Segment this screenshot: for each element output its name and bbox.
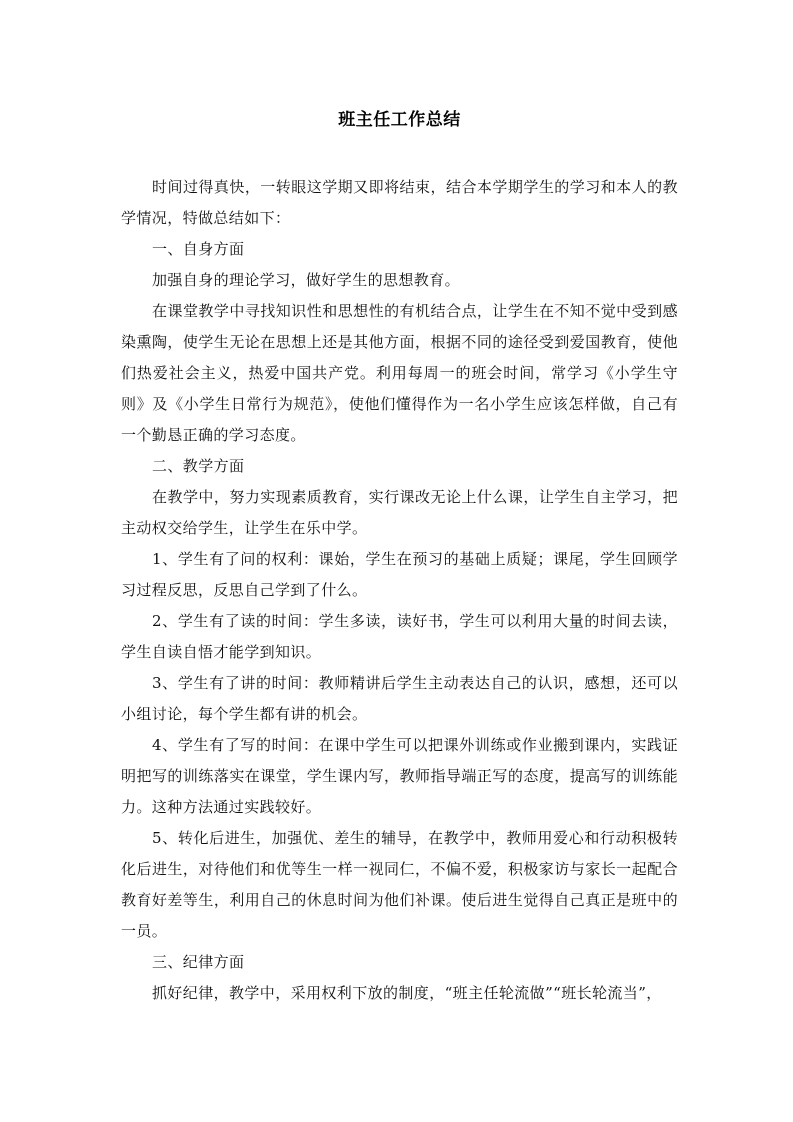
list-item: 1、学生有了问的权利：课始，学生在预习的基础上质疑；课尾，学生回顾学习过程反思，反思自己学到了什么。 xyxy=(121,550,678,599)
document-body xyxy=(121,172,678,1009)
paragraph: 加强自身的理论学习，做好学生的思想教育。 xyxy=(152,271,461,289)
list-item: 5、转化后进生，加强优、差生的辅导，在教学中，教师用爱心和行动积极转化后进生，对待他们和优等生一样一视同仁，不偏不爱，积极家访与家长一起配合教育好差等生，利用自己的休息时间为他们补课。使后进生觉得自己真正是班中的一员。 xyxy=(121,829,678,940)
list-item: 2、学生有了读的时间：学生多读，读好书，学生可以利用大量的时间去读，学生自读自悟才能学到知识。 xyxy=(121,612,678,661)
paragraph-intro: 时间过得真快，一转眼这学期又即将结束，结合本学期学生的学习和本人的教学情况，特做总结如下： xyxy=(121,178,678,227)
paragraph: 在教学中，努力实现素质教育，实行课改无论上什么课，让学生自主学习，把主动权交给学生，让学生在乐中学。 xyxy=(121,488,678,537)
paragraph: 抓好纪律，教学中，采用权利下放的制度，“班主任轮流做”“班长轮流当”， xyxy=(152,984,662,1002)
list-item: 3、学生有了讲的时间：教师精讲后学生主动表达自己的认识，感想，还可以小组讨论，每个学生都有讲的机会。 xyxy=(121,674,678,723)
list-item: 4、学生有了写的时间：在课中学生可以把课外训练或作业搬到课内，实践证明把写的训练落实在课堂，学生课内写，教师指导端正写的态度，提高写的训练能力。这种方法通过实践较好。 xyxy=(121,736,678,816)
section-heading-self: 一、自身方面 xyxy=(152,240,245,258)
section-heading-discipline: 三、纪律方面 xyxy=(152,953,245,971)
document-title: 班主任工作总结 xyxy=(338,110,461,130)
paragraph: 在课堂教学中寻找知识性和思想性的有机结合点，让学生在不知不觉中受到感染熏陶，使学生无论在思想上还是其他方面，根据不同的途径受到爱国教育，使他们热爱社会主义，热爱中国共产党。利用每周一的班会时间，常学习《小学生守则》及《小学生日常行为规范》，使他们懂得作为一名小学生应该怎样做，自己有一个勤恳正确的学习态度。 xyxy=(121,302,678,444)
section-heading-teaching: 二、教学方面 xyxy=(152,457,245,475)
